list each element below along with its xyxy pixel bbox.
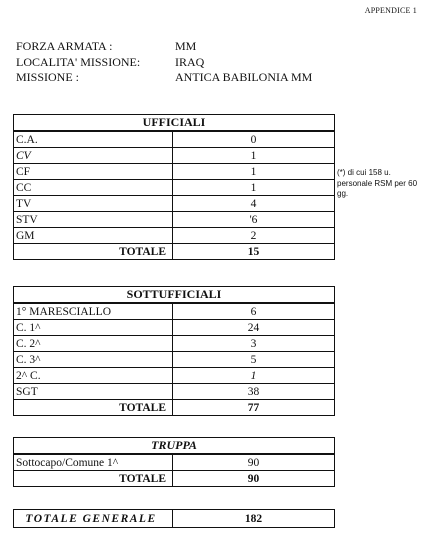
count-cell: 1: [173, 164, 335, 180]
count-cell: 1: [173, 368, 335, 384]
grade-cell: C. 2^: [14, 336, 173, 352]
total-value: 90: [173, 471, 335, 487]
total-label: TOTALE: [14, 471, 173, 487]
truppa-title: TRUPPA: [14, 438, 335, 455]
table-row: [14, 180, 335, 196]
info-row-missione: [16, 70, 312, 86]
grade-cell: Sottocapo/Comune 1^: [14, 454, 173, 471]
info-value: MM: [175, 39, 197, 53]
info-row-forza-armata: [16, 39, 312, 55]
info-label: MISSIONE :: [16, 70, 80, 84]
grade-cell: C. 1^: [14, 320, 173, 336]
footnote: (*) di cui 158 u. personale RSM per 60 gg.: [337, 168, 418, 198]
totale-generale-table: [13, 509, 335, 528]
ufficiali-title: UFFICIALI: [14, 115, 335, 132]
count-cell: 6: [173, 303, 335, 320]
table-row: [14, 303, 335, 320]
grand-total-value: 182: [173, 510, 335, 528]
total-label: TOTALE: [14, 244, 173, 260]
grade-cell: 2^ C.: [14, 368, 173, 384]
count-cell: 0: [173, 131, 335, 148]
count-cell: 3: [173, 336, 335, 352]
table-row: [14, 164, 335, 180]
table-row: [14, 212, 335, 228]
count-cell: 1: [173, 180, 335, 196]
grade-cell: TV: [14, 196, 173, 212]
table-row: [14, 148, 335, 164]
table-row: [14, 196, 335, 212]
grand-total-label: TOTALE GENERALE: [14, 510, 173, 528]
grade-cell: STV: [14, 212, 173, 228]
info-value: IRAQ: [175, 54, 205, 69]
count-cell: 1: [173, 148, 335, 164]
grade-cell: CC: [14, 180, 173, 196]
sottufficiali-table: [13, 286, 335, 416]
grade-cell: GM: [14, 228, 173, 244]
grade-cell: C. 3^: [14, 352, 173, 368]
table-row: [14, 384, 335, 400]
count-cell: 90: [173, 454, 335, 471]
info-value: ANTICA BABILONIA MM: [175, 70, 313, 84]
mission-info: [16, 39, 312, 86]
grand-total-row: [14, 510, 335, 528]
grade-cell: CV: [14, 148, 173, 164]
table-row: [14, 352, 335, 368]
total-row: [14, 244, 335, 260]
table-row: [14, 368, 335, 384]
table-row: [14, 336, 335, 352]
total-value: 77: [173, 400, 335, 416]
info-row-localita: [16, 55, 312, 71]
grade-cell: 1° MARESCIALLO: [14, 303, 173, 320]
table-row: [14, 131, 335, 148]
total-row: [14, 400, 335, 416]
table-row: [14, 454, 335, 471]
count-cell: 4: [173, 196, 335, 212]
total-label: TOTALE: [14, 400, 173, 416]
count-cell: '6: [173, 212, 335, 228]
truppa-table: [13, 437, 335, 487]
info-label: LOCALITA' MISSIONE:: [16, 54, 141, 69]
appendix-label: APPENDICE 1: [364, 6, 417, 15]
count-cell: 24: [173, 320, 335, 336]
count-cell: 2: [173, 228, 335, 244]
info-label: FORZA ARMATA :: [16, 39, 113, 53]
count-cell: 5: [173, 352, 335, 368]
total-row: [14, 471, 335, 487]
sottufficiali-title: SOTTUFFICIALI: [14, 287, 335, 304]
grade-cell: C.A.: [14, 131, 173, 148]
table-row: [14, 320, 335, 336]
ufficiali-table: [13, 114, 335, 260]
total-value: 15: [173, 244, 335, 260]
grade-cell: SGT: [14, 384, 173, 400]
table-row: [14, 228, 335, 244]
count-cell: 38: [173, 384, 335, 400]
grade-cell: CF: [14, 164, 173, 180]
